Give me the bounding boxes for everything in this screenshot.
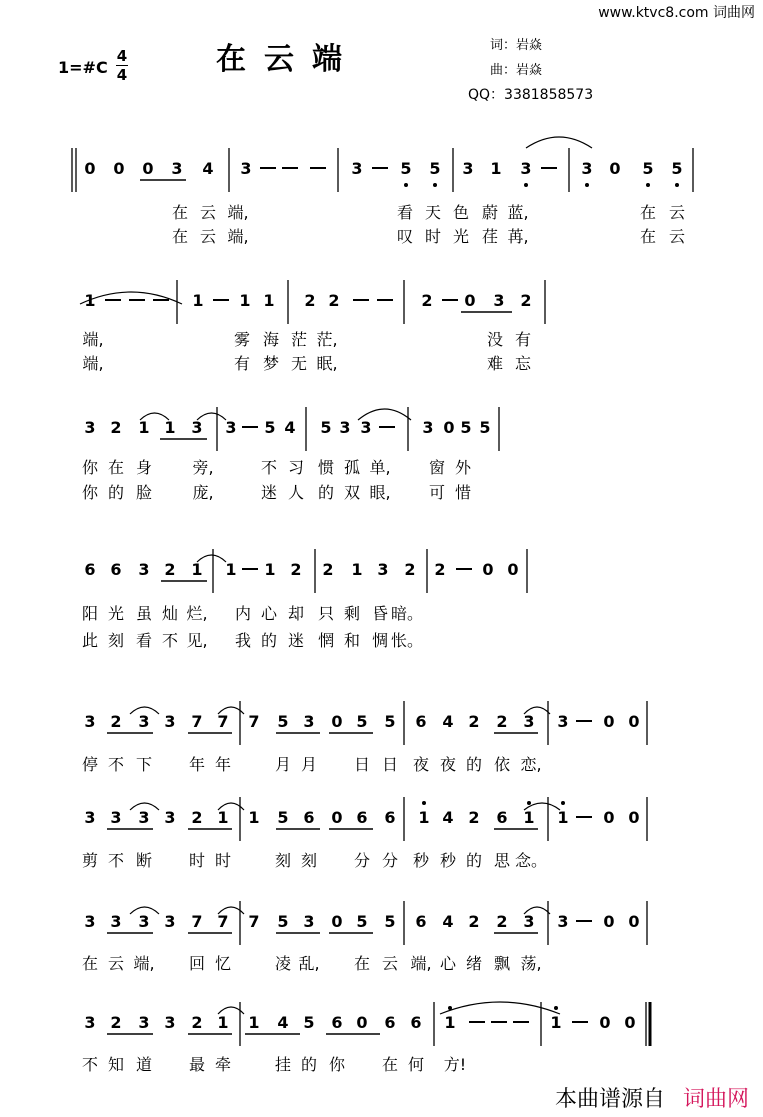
lyric-syllable: 年 [214, 755, 232, 774]
lyric-syllable: 刻 [300, 851, 318, 870]
lyric-syllable: 年 [188, 755, 206, 774]
time-signature-top: 4 [116, 47, 128, 65]
note: 1 [164, 418, 176, 437]
note: 2 [496, 712, 508, 731]
octave-dot-below [404, 183, 408, 187]
lyric-syllable: 不 [107, 851, 125, 870]
lyric-syllable: 端, [82, 354, 104, 373]
note: 2 [191, 808, 203, 827]
note: 1 [523, 808, 535, 827]
note: 5 [277, 712, 289, 731]
note: 1 [444, 1013, 456, 1032]
note: 5 [384, 912, 396, 931]
note: 0 [599, 1013, 611, 1032]
lyric-syllable: 无 [290, 354, 308, 373]
note: 3 [138, 808, 150, 827]
lyric-syllable: 的 [465, 851, 483, 870]
lyric-syllable: 灿 [161, 604, 179, 623]
lyric-syllable: 何 [407, 1055, 425, 1074]
note: 3 [171, 159, 183, 178]
tie-slur [440, 1002, 560, 1014]
lyric-syllable: 脸 [135, 483, 153, 502]
note: 3 [240, 159, 252, 178]
note: 2 [434, 560, 446, 579]
note: 0 [331, 712, 343, 731]
note: 3 [138, 712, 150, 731]
lyric-syllable: 人 [287, 483, 305, 502]
note: 6 [384, 808, 396, 827]
note: 5 [642, 159, 654, 178]
lyric-syllable: 蔚 [481, 203, 499, 222]
note: 5 [356, 712, 368, 731]
note: 3 [84, 1013, 96, 1032]
note: 1 [192, 291, 204, 310]
note: 0 [603, 808, 615, 827]
note: 7 [191, 712, 203, 731]
lyric-syllable: 端, [82, 330, 104, 349]
lyric-syllable: 没 [486, 330, 504, 349]
lyric-syllable: 蓝, [507, 203, 529, 222]
lyric-syllable: 内 [234, 604, 252, 623]
note: 1 [264, 560, 276, 579]
lyric-syllable: 夜 [439, 755, 457, 774]
note: 4 [284, 418, 296, 437]
octave-dot-below [675, 183, 679, 187]
note: 0 [356, 1013, 368, 1032]
lyric-syllable: 旁, [192, 458, 214, 477]
lyric-syllable: 惘 [317, 631, 335, 650]
lyric-syllable: 你 [81, 458, 99, 477]
octave-dot-below [646, 183, 650, 187]
note: 1 [263, 291, 275, 310]
lyric-syllable: 只 [317, 604, 335, 623]
note: 0 [628, 912, 640, 931]
note: 1 [248, 1013, 260, 1032]
note: 3 [84, 418, 96, 437]
source-text: 本曲谱源自 [554, 1087, 665, 1112]
note: 3 [523, 712, 535, 731]
octave-dot-above [527, 801, 531, 805]
lyric-syllable: 秒 [412, 851, 430, 870]
note: 4 [442, 712, 454, 731]
lyric-syllable: 在 [639, 227, 657, 246]
lyric-syllable: 昏 [371, 604, 389, 623]
note: 2 [520, 291, 532, 310]
note: 2 [322, 560, 334, 579]
note: 6 [415, 712, 427, 731]
note: 7 [248, 912, 260, 931]
lyric-syllable: 看 [135, 631, 153, 650]
lyric-syllable: 外 [454, 458, 472, 477]
lyric-syllable: 停 [81, 755, 99, 774]
lyric-syllable: 不 [81, 1055, 99, 1074]
note: 0 [603, 912, 615, 931]
lyric-syllable: 在 [639, 203, 657, 222]
note: 6 [415, 912, 427, 931]
note: 2 [404, 560, 416, 579]
note: 1 [557, 808, 569, 827]
lyric-syllable: 可 [428, 483, 446, 502]
lyric-syllable: 心 [439, 954, 457, 973]
note: 0 [609, 159, 621, 178]
lyric-syllable: 凌 [274, 954, 292, 973]
note: 1 [490, 159, 502, 178]
lyric-syllable: 雾 [233, 330, 251, 349]
lyric-syllable: 在 [353, 954, 371, 973]
note: 3 [164, 912, 176, 931]
lyric-syllable: 恋, [520, 755, 542, 774]
lyric-syllable: 端, [227, 203, 249, 222]
lyric-syllable: 海 [262, 330, 280, 349]
source-brand: 词曲网 [682, 1087, 749, 1112]
lyric-syllable: 光 [452, 227, 470, 246]
note: 3 [462, 159, 474, 178]
lyric-syllable: 时 [424, 227, 442, 246]
note: 2 [191, 1013, 203, 1032]
note: 2 [468, 912, 480, 931]
lyric-syllable: 云 [107, 954, 125, 973]
note: 5 [264, 418, 276, 437]
note: 2 [468, 808, 480, 827]
lyric-syllable: 在 [381, 1055, 399, 1074]
lyric-syllable: 习 [287, 458, 305, 477]
note: 0 [482, 560, 494, 579]
note: 1 [84, 291, 96, 310]
lyric-syllable: 迷 [260, 483, 278, 502]
lyric-syllable: 月 [300, 755, 318, 774]
note: 3 [520, 159, 532, 178]
lyric-syllable: 云 [668, 227, 686, 246]
note: 3 [84, 808, 96, 827]
note: 4 [277, 1013, 289, 1032]
note: 7 [191, 912, 203, 931]
lyric-syllable: 我 [234, 631, 252, 650]
lyric-syllable: 却 [287, 604, 305, 623]
lyric-syllable: 的 [465, 755, 483, 774]
note: 3 [84, 912, 96, 931]
lyric-syllable: 单, [369, 458, 391, 477]
note: 2 [421, 291, 433, 310]
note: 5 [460, 418, 472, 437]
lyric-syllable: 月 [274, 755, 292, 774]
note: 3 [110, 808, 122, 827]
note: 6 [356, 808, 368, 827]
lyric-syllable: 思 [493, 851, 511, 870]
lyric-syllable: 分 [353, 851, 371, 870]
lyric-syllable: 云 [199, 227, 217, 246]
lyric-syllable: 日 [381, 755, 399, 774]
note: 5 [277, 808, 289, 827]
note: 7 [217, 712, 229, 731]
lyric-syllable: 色 [452, 203, 470, 222]
lyric-syllable: 的 [317, 483, 335, 502]
lyric-syllable: 下 [135, 755, 153, 774]
note: 0 [331, 808, 343, 827]
lyric-syllable: 剩 [343, 604, 361, 623]
lyric-syllable: 时 [188, 851, 206, 870]
lyric-syllable: 道 [135, 1055, 153, 1074]
lyric-syllable: 最 [188, 1055, 206, 1074]
note: 6 [496, 808, 508, 827]
lyric-syllable: 云 [199, 203, 217, 222]
note: 5 [479, 418, 491, 437]
note: 3 [557, 912, 569, 931]
note: 3 [191, 418, 203, 437]
octave-dot-above [422, 801, 426, 805]
lyric-syllable: 分 [381, 851, 399, 870]
composer-credit: 曲：岩焱 [490, 63, 543, 78]
note: 0 [142, 159, 154, 178]
octave-dot-below [433, 183, 437, 187]
lyric-syllable: 双 [343, 483, 361, 502]
note: 3 [493, 291, 505, 310]
lyric-syllable: 你 [81, 483, 99, 502]
lyric-syllable: 端, [227, 227, 249, 246]
lyric-syllable: 不 [260, 458, 278, 477]
lyric-syllable: 云 [668, 203, 686, 222]
lyric-syllable: 眼, [369, 483, 391, 502]
note: 1 [351, 560, 363, 579]
lyric-syllable: 断 [135, 851, 153, 870]
note: 3 [422, 418, 434, 437]
note: 1 [217, 808, 229, 827]
lyric-syllable: 看 [396, 203, 414, 222]
note: 5 [400, 159, 412, 178]
note: 3 [164, 712, 176, 731]
note: 5 [277, 912, 289, 931]
lyric-syllable: 有 [514, 330, 532, 349]
lyric-syllable: 和 [343, 631, 361, 650]
note: 3 [138, 1013, 150, 1032]
qq-contact: QQ：3381858573 [468, 87, 594, 103]
note: 3 [557, 712, 569, 731]
note: 3 [339, 418, 351, 437]
lyric-syllable: 茫, [316, 330, 338, 349]
note: 6 [384, 1013, 396, 1032]
note: 7 [217, 912, 229, 931]
note: 5 [320, 418, 332, 437]
lyric-syllable: 在 [171, 203, 189, 222]
lyric-syllable: 虽 [135, 604, 153, 623]
lyric-syllable: 秒 [439, 851, 457, 870]
lyric-syllable: 飘 [493, 954, 511, 973]
song-title: 在云端 [216, 42, 360, 77]
lyric-syllable: 忆 [214, 954, 232, 973]
lyric-syllable: 苒, [507, 227, 529, 246]
lyric-syllable: 的 [300, 1055, 318, 1074]
lyric-syllable: 不 [107, 755, 125, 774]
note: 5 [384, 712, 396, 731]
note: 2 [328, 291, 340, 310]
note: 3 [303, 712, 315, 731]
lyric-syllable: 荏 [481, 227, 499, 246]
note: 4 [202, 159, 214, 178]
note: 3 [303, 912, 315, 931]
lyric-syllable: 烂, [186, 604, 208, 623]
lyric-syllable: 惜 [454, 483, 472, 502]
note: 6 [110, 560, 122, 579]
lyric-syllable: 天 [424, 203, 442, 222]
lyric-syllable: 茫 [290, 330, 308, 349]
lyric-syllable: 依 [493, 755, 511, 774]
note: 3 [360, 418, 372, 437]
note: 5 [671, 159, 683, 178]
lyric-syllable: 有 [233, 354, 251, 373]
note: 6 [410, 1013, 422, 1032]
note: 3 [581, 159, 593, 178]
note: 6 [331, 1013, 343, 1032]
note: 2 [110, 1013, 122, 1032]
note: 6 [303, 808, 315, 827]
note: 1 [138, 418, 150, 437]
lyric-syllable: 怅。 [390, 631, 424, 650]
lyric-syllable: 庞, [192, 483, 214, 502]
note: 1 [225, 560, 237, 579]
lyric-syllable: 阳 [81, 604, 99, 623]
lyric-syllable: 念。 [514, 851, 548, 870]
note: 4 [442, 912, 454, 931]
lyric-syllable: 光 [107, 604, 125, 623]
note: 2 [304, 291, 316, 310]
lyric-syllable: 回 [188, 954, 206, 973]
lyric-syllable: 日 [353, 755, 371, 774]
lyric-syllable: 在 [81, 954, 99, 973]
lyric-syllable: 心 [260, 604, 278, 623]
note: 1 [550, 1013, 562, 1032]
lyric-syllable: 难 [486, 354, 504, 373]
octave-dot-below [585, 183, 589, 187]
lyric-syllable: 梦 [262, 354, 280, 373]
note: 3 [351, 159, 363, 178]
octave-dot-above [554, 1006, 558, 1010]
lyric-syllable: 云 [381, 954, 399, 973]
note: 6 [84, 560, 96, 579]
lyric-syllable: 你 [328, 1055, 346, 1074]
lyric-syllable: 刻 [107, 631, 125, 650]
lyric-syllable: 端, [410, 954, 432, 973]
lyric-syllable: 惯 [317, 458, 335, 477]
lyric-syllable: 时 [214, 851, 232, 870]
note: 3 [110, 912, 122, 931]
lyric-syllable: 窗 [428, 458, 446, 477]
note: 0 [624, 1013, 636, 1032]
lyric-syllable: 孤 [343, 458, 361, 477]
lyric-syllable: 在 [107, 458, 125, 477]
note: 2 [110, 712, 122, 731]
note: 2 [110, 418, 122, 437]
lyric-syllable: 此 [81, 631, 99, 650]
lyric-syllable: 在 [171, 227, 189, 246]
lyric-syllable: 暗。 [390, 604, 424, 623]
lyric-syllable: 知 [107, 1055, 125, 1074]
note: 4 [442, 808, 454, 827]
lyric-syllable: 的 [107, 483, 125, 502]
lyric-syllable: 牵 [214, 1055, 232, 1074]
note: 2 [290, 560, 302, 579]
note: 3 [164, 808, 176, 827]
lyric-syllable: 刻 [274, 851, 292, 870]
note: 0 [331, 912, 343, 931]
note: 5 [356, 912, 368, 931]
lyric-syllable: 方! [443, 1055, 467, 1074]
lyric-syllable: 绪 [465, 954, 483, 973]
time-signature-bottom: 4 [116, 66, 128, 84]
lyric-syllable: 剪 [81, 851, 99, 870]
note: 1 [239, 291, 251, 310]
note: 2 [164, 560, 176, 579]
site-watermark: www.ktvc8.com 词曲网 [598, 5, 755, 21]
note: 0 [628, 712, 640, 731]
note: 0 [507, 560, 519, 579]
lyric-syllable: 荡, [520, 954, 542, 973]
lyric-syllable: 端, [133, 954, 155, 973]
note: 5 [303, 1013, 315, 1032]
lyric-syllable: 惆 [371, 631, 389, 650]
lyric-syllable: 身 [135, 458, 153, 477]
note: 1 [248, 808, 260, 827]
note: 3 [84, 712, 96, 731]
tie-slur [526, 137, 592, 148]
note: 3 [164, 1013, 176, 1032]
note: 0 [464, 291, 476, 310]
note: 0 [84, 159, 96, 178]
note: 1 [217, 1013, 229, 1032]
note: 3 [138, 560, 150, 579]
lyric-syllable: 忘 [514, 354, 532, 373]
lyric-syllable: 乱, [298, 954, 320, 973]
note: 5 [429, 159, 441, 178]
lyric-syllable: 的 [260, 631, 278, 650]
note: 7 [248, 712, 260, 731]
note: 0 [603, 712, 615, 731]
octave-dot-below [524, 183, 528, 187]
lyric-syllable: 眠, [316, 354, 338, 373]
note: 1 [418, 808, 430, 827]
lyric-syllable: 夜 [412, 755, 430, 774]
lyricist-credit: 词：岩焱 [490, 38, 543, 53]
note: 0 [113, 159, 125, 178]
note: 3 [225, 418, 237, 437]
note: 2 [496, 912, 508, 931]
key-signature: 1=#C [58, 58, 108, 77]
lyric-syllable: 挂 [274, 1055, 292, 1074]
source-credit [555, 1082, 749, 1113]
lyric-syllable: 叹 [396, 227, 414, 246]
octave-dot-above [561, 801, 565, 805]
lyric-syllable: 不 [161, 631, 179, 650]
note: 1 [191, 560, 203, 579]
note: 0 [628, 808, 640, 827]
note: 2 [468, 712, 480, 731]
note: 3 [138, 912, 150, 931]
note: 3 [377, 560, 389, 579]
note: 3 [523, 912, 535, 931]
lyric-syllable: 见, [186, 631, 208, 650]
note: 0 [443, 418, 455, 437]
lyric-syllable: 迷 [287, 631, 305, 650]
